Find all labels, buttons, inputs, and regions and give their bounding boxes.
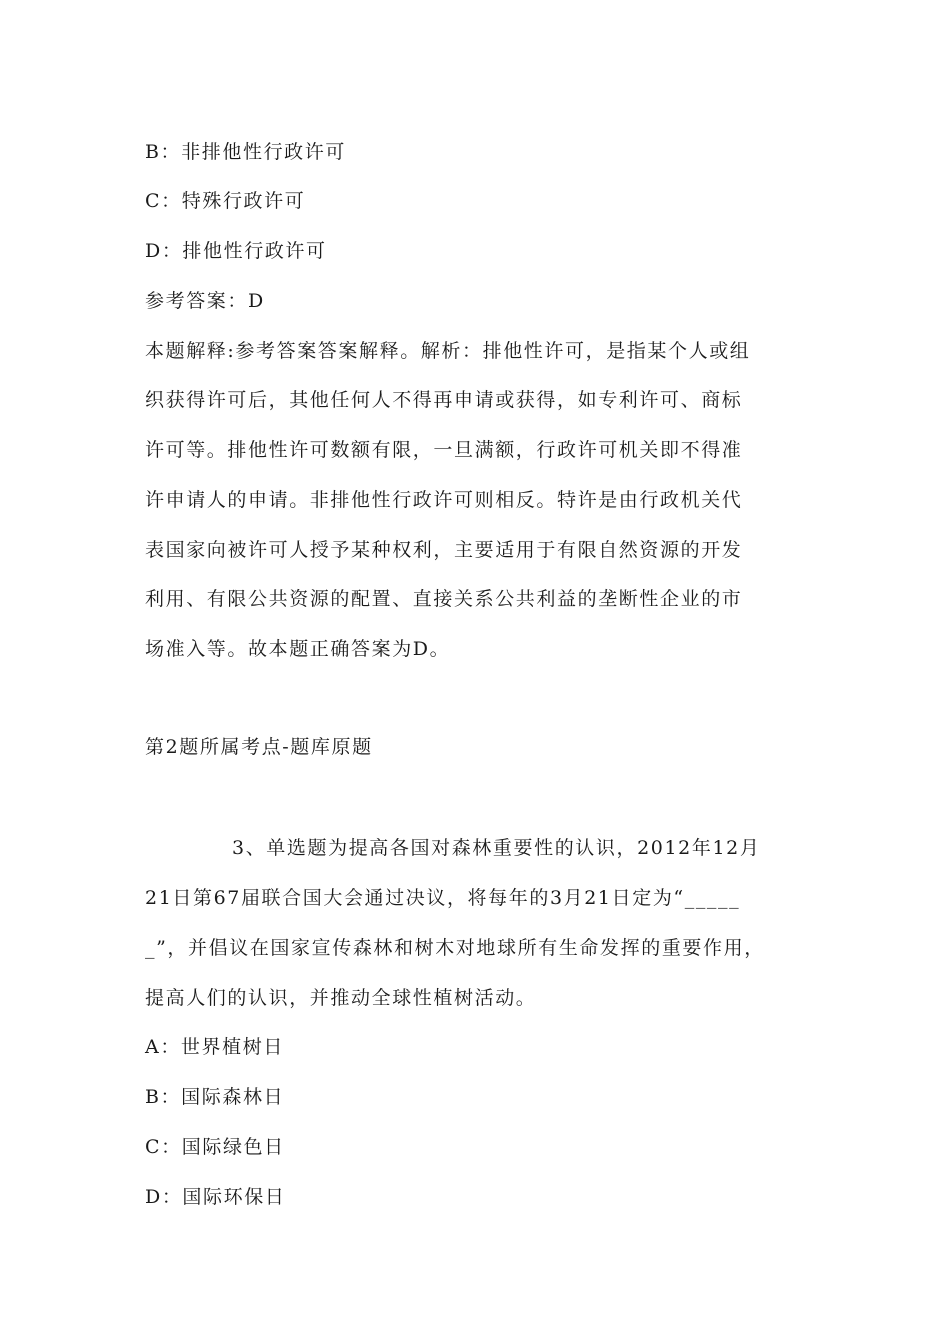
q3-option-d: D：国际环保日 [145,1186,286,1208]
q3-stem-line: 21日第67届联合国大会通过决议，将每年的3月21日定为“_____ [145,887,741,909]
q2-option-c: C：特殊行政许可 [145,190,306,212]
q2-explanation-line: 场准入等。故本题正确答案为D。 [145,638,451,660]
q3-option-c: C：国际绿色日 [145,1136,285,1158]
q2-answer: 参考答案：D [145,290,265,312]
q2-explanation-line: 织获得许可后，其他任何人不得再申请或获得，如专利许可、商标 [145,389,743,411]
q3-stem-line: 3、单选题为提高各国对森林重要性的认识，2012年12月 [232,837,761,859]
q3-option-b: B：国际森林日 [145,1086,285,1108]
q2-option-b: B：非排他性行政许可 [145,141,346,163]
q3-option-a: A：世界植树日 [145,1036,284,1058]
q3-stem-line: _”，并倡议在国家宣传森林和树木对地球所有生命发挥的重要作用， [145,937,765,959]
q2-explanation-line: 表国家向被许可人授予某种权利，主要适用于有限自然资源的开发 [145,539,743,561]
q2-option-d: D：排他性行政许可 [145,240,327,262]
q2-explanation-line: 许可等。排他性许可数额有限，一旦满额，行政许可机关即不得准 [145,439,743,461]
q3-stem-line: 提高人们的认识，并推动全球性植树活动。 [145,987,537,1009]
q2-explanation-line: 利用、有限公共资源的配置、直接关系公共利益的垄断性企业的市 [145,588,743,610]
q2-explanation-line: 许申请人的申请。非排他性行政许可则相反。特许是由行政机关代 [145,489,743,511]
q2-explanation-line: 本题解释:参考答案答案解释。解析：排他性许可，是指某个人或组 [145,340,751,362]
q2-knowledge-point: 第2题所属考点-题库原题 [145,736,373,758]
